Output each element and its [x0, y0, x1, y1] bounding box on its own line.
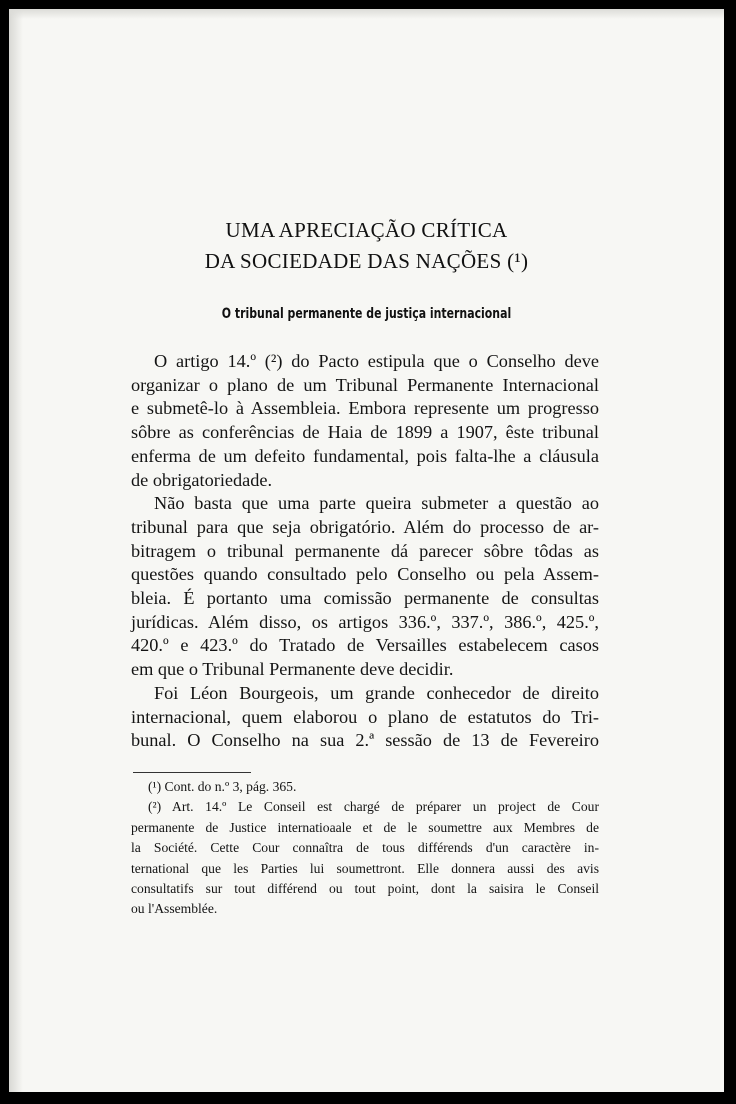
body-line: tribunal para que seja obrigatório. Além do processo de ar-: [131, 516, 599, 537]
footnotes: [131, 777, 599, 920]
body-line: bleia. É portanto uma comissão permanente de consultas: [131, 588, 599, 609]
article-subtitle: O tribunal permanente de justiça internacional: [221, 306, 512, 322]
article-title-line-1: UMA APRECIAÇÃO CRÍTICA: [225, 218, 508, 242]
footnote-divider: [133, 772, 251, 773]
body-line: em que o Tribunal Permanente deve decidir.: [131, 659, 454, 680]
page-edge-shadow-top: [9, 9, 724, 19]
body-line: 420.º e 423.º do Tratado de Versailles estabelecem casos: [131, 635, 599, 656]
footnote-line: la Société. Cette Cour connaîtra de tous différends d'un caractère in-: [131, 840, 599, 856]
footnote-line: (²) Art. 14.º Le Conseil est chargé de préparer un project de Cour: [148, 799, 599, 815]
body-line: e submetê-lo à Assembleia. Embora represente um progresso: [131, 398, 599, 419]
body-line: jurídicas. Além disso, os artigos 336.º, 337.º, 386.º, 425.º,: [131, 611, 599, 632]
footnote-line: (¹) Cont. do n.º 3, pág. 365.: [148, 779, 297, 794]
body-line: internacional, quem elaborou o plano de estatutos do Tri-: [131, 706, 599, 727]
body-line: questões quando consultado pelo Conselho ou pela Assem-: [131, 564, 599, 585]
body-line: O artigo 14.º (²) do Pacto estipula que o Conselho deve: [154, 351, 599, 371]
article-body: [131, 350, 599, 753]
body-line: Foi Léon Bourgeois, um grande conhecedor de direito: [154, 682, 599, 703]
body-line: bunal. O Conselho na sua 2.ª sessão de 13 de Fevereiro: [131, 730, 599, 751]
article-title-line-2: DA SOCIEDADE DAS NAÇÕES (¹): [204, 249, 529, 273]
body-line: enferma de um defeito fundamental, pois falta-lhe a cláusula: [131, 445, 599, 466]
body-line: sôbre as conferências de Haia de 1899 a 1907, êste tribunal: [131, 422, 599, 443]
body-line: de obrigatoriedade.: [131, 469, 273, 490]
body-line: organizar o plano de um Tribunal Permanente Internacional: [131, 374, 599, 395]
footnote-line: ou l'Assemblée.: [131, 901, 218, 917]
body-line: bitragem o tribunal permanente dá parecer sôbre tôdas as: [131, 540, 599, 561]
document-page: [9, 9, 724, 1092]
body-line: Não basta que uma parte queira submeter a questão ao: [154, 493, 599, 514]
page-edge-shadow-left: [9, 9, 23, 1092]
footnote-line: permanente de Justice internatioaale et de le soumettre aux Membres de: [131, 819, 599, 835]
footnote-line: ternational que les Parties lui soumettront. Elle donnera aussi des avis: [131, 860, 599, 876]
footnote-line: consultatifs sur tout différend ou tout point, dont la saisira le Conseil: [131, 881, 599, 897]
